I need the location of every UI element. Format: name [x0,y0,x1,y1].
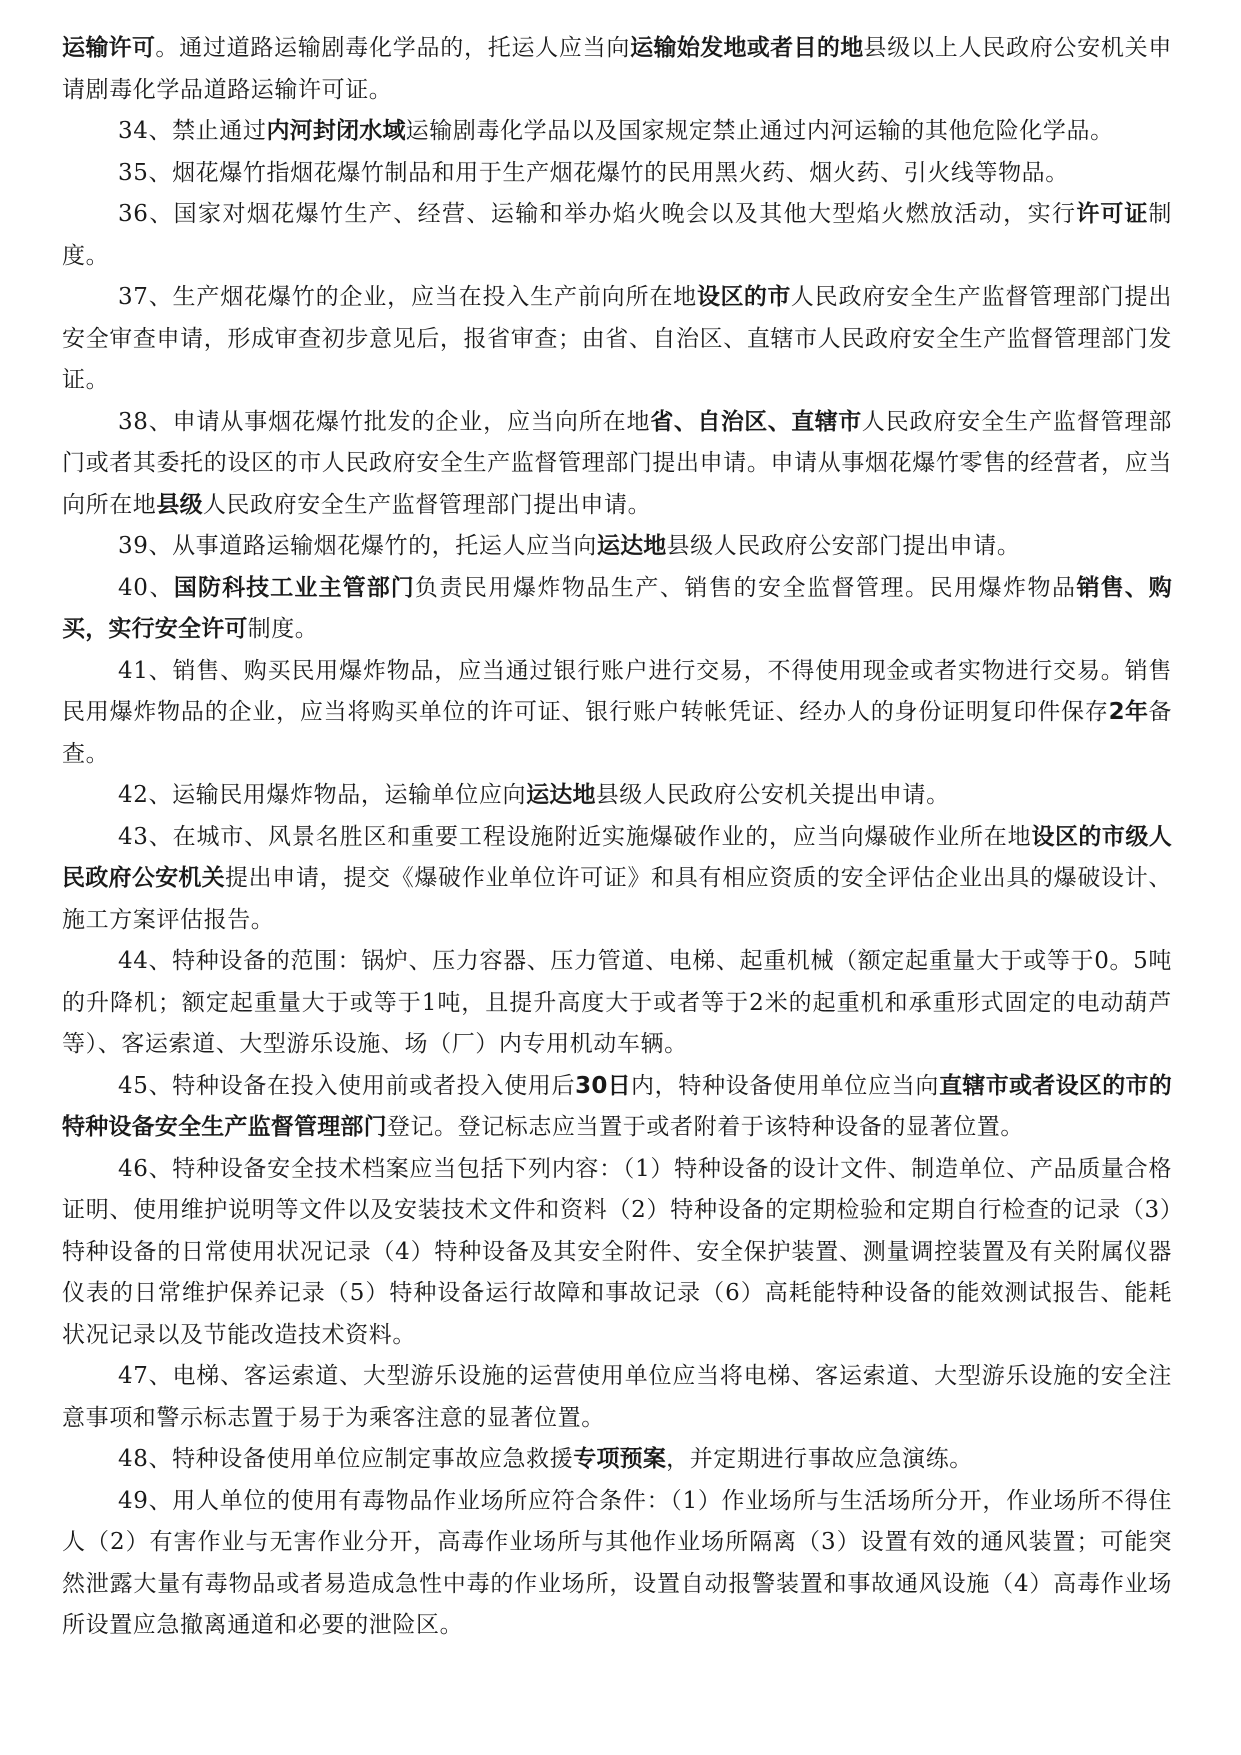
paragraph-p-46 [62,1149,1172,1357]
bold-term: 国防科技工业主管部门 [173,574,415,601]
paragraph-p-33-cont [62,28,1172,111]
text-run: 提出申请，提交《爆破作业单位许可证》和具有相应资质的安全评估企业出具的爆破设计、施工方案评估报告。 [62,865,1172,933]
paragraph-p-43 [62,817,1172,942]
document-body [62,28,1172,1647]
text-run: 运输剧毒化学品以及国家规定禁止通过内河运输的其他危险化学品。 [405,118,1114,144]
bold-term: 许可证 [1076,201,1149,227]
paragraph-p-47 [62,1356,1172,1439]
text-run: 34、禁止通过 [118,118,267,144]
text-run: 46、特种设备安全技术档案应当包括下列内容：（1）特种设备的设计文件、制造单位、产品质量合格证明、使用维护说明等文件以及安装技术文件和资料（2）特种设备的定期检验和定期自行检查的记录（3）特种设备的日常使用状况记录（4）特种设备及其安全附件、安全保护装置、测量调控装置及有关附属仪器仪表的日常维护保养记录（5）特种设备运行故障和事故记录（6）高耗能特种设备的能效测试报告、能耗状况记录以及节能改造技术资料。 [62,1155,1172,1348]
bold-term: 销售、购买，实行安全许可 [62,574,1172,642]
text-run: 人民政府安全生产监督管理部门或者其委托的设区的市人民政府安全生产监督管理部门提出申请。申请从事烟花爆竹零售的经营者，应当向所在地 [62,408,1172,518]
bold-term: 2年 [1108,699,1149,725]
text-run: 38、申请从事烟花爆竹批发的企业，应当向所在地 [118,408,651,435]
text-run: 负责民用爆炸物品生产、销售的安全监督管理。民用爆炸物品 [414,574,1077,601]
paragraph-p-38 [62,402,1172,527]
text-run: 县级人民政府公安部门提出申请。 [666,533,1021,559]
text-run: 。通过道路运输剧毒化学品的，托运人应当向 [155,35,631,61]
bold-term: 设区的市 [697,284,791,310]
paragraph-p-44 [62,941,1172,1066]
paragraph-p-39 [62,526,1172,568]
text-run: 43、在城市、风景名胜区和重要工程设施附近实施爆破作业的，应当向爆破作业所在地 [118,823,1032,850]
paragraph-p-42 [62,775,1172,817]
text-run: 41、销售、购买民用爆炸物品，应当通过银行账户进行交易，不得使用现金或者实物进行交易。销售民用爆炸物品的企业，应当将购买单位的许可证、银行账户转帐凭证、经办人的身份证明复印件保存 [62,657,1172,725]
bold-term: 运达地 [526,782,596,808]
text-run: 人民政府安全生产监督管理部门提出申请。 [202,491,652,518]
bold-term: 省、自治区、直辖市 [650,408,862,435]
text-run: 36、国家对烟花爆竹生产、经营、运输和举办焰火晚会以及其他大型焰火燃放活动，实行 [118,201,1077,227]
text-run: ，并定期进行事故应急演练。 [666,1446,973,1472]
text-run: 40、 [118,574,174,601]
text-run: 内，特种设备使用单位应当向 [630,1072,940,1099]
bold-term: 运达地 [596,533,667,559]
text-run: 制度。 [62,201,1172,269]
paragraph-p-41 [62,651,1172,776]
text-run: 42、运输民用爆炸物品，运输单位应向 [118,782,527,808]
text-run: 登记。登记标志应当置于或者附着于该特种设备的显著位置。 [386,1114,1025,1140]
bold-term: 专项预案 [573,1446,667,1472]
paragraph-p-40 [62,568,1172,651]
text-run: 县级人民政府公安机关提出申请。 [595,782,950,808]
text-run: 35、烟花爆竹指烟花爆竹制品和用于生产烟花爆竹的民用黑火药、烟火药、引火线等物品。 [118,159,1069,186]
text-run: 47、电梯、客运索道、大型游乐设施的运营使用单位应当将电梯、客运索道、大型游乐设施的安全注意事项和警示标志置于易于为乘客注意的显著位置。 [62,1363,1172,1431]
text-run: 39、从事道路运输烟花爆竹的，托运人应当向 [118,533,597,559]
paragraph-p-34 [62,111,1172,153]
paragraph-p-45 [62,1066,1172,1149]
paragraph-p-49 [62,1481,1172,1647]
text-run: 48、特种设备使用单位应制定事故应急救援 [118,1446,574,1472]
bold-term: 30日 [575,1072,631,1099]
bold-term: 县级 [156,491,203,518]
text-run: 45、特种设备在投入使用前或者投入使用后 [118,1072,576,1099]
bold-term: 内河封闭水域 [266,118,406,144]
text-run: 制度。 [247,616,319,642]
bold-term: 直辖市或者设区的市的特种设备安全生产监督管理部门 [62,1072,1172,1140]
text-run: 44、特种设备的范围：锅炉、压力容器、压力管道、电梯、起重机械（额定起重量大于或等于0。5吨的升降机；额定起重量大于或等于1吨，且提升高度大于或者等于2米的起重机和承重形式固定的电动葫芦等）、客运索道、大型游乐设施、场（厂）内专用机动车辆。 [62,948,1172,1057]
bold-term: 设区的市级人民政府公安机关 [62,823,1172,891]
text-run: 49、用人单位的使用有毒物品作业场所应符合条件：（1）作业场所与生活场所分开，作业场所不得住人（2）有害作业与无害作业分开，高毒作业场所与其他作业场所隔离（3）设置有效的通风装置；可能突然泄露大量有毒物品或者易造成急性中毒的作业场所，设置自动报警装置和事故通风设施（4）高毒作业场所设置应急撤离通道和必要的泄险区。 [62,1487,1172,1638]
text-run: 备查。 [62,699,1172,767]
text-run: 37、生产烟花爆竹的企业，应当在投入生产前向所在地 [118,284,698,310]
text-run: 人民政府安全生产监督管理部门提出安全审查申请，形成审查初步意见后，报省审查；由省、自治区、直辖市人民政府安全生产监督管理部门发证。 [62,284,1172,393]
paragraph-p-36 [62,194,1172,277]
paragraph-p-37 [62,277,1172,402]
bold-term: 运输许可 [62,35,156,61]
paragraph-p-48 [62,1439,1172,1481]
paragraph-p-35 [62,153,1172,195]
bold-term: 运输始发地或者目的地 [630,35,864,61]
text-run: 县级以上人民政府公安机关申请剧毒化学品道路运输许可证。 [62,35,1172,103]
